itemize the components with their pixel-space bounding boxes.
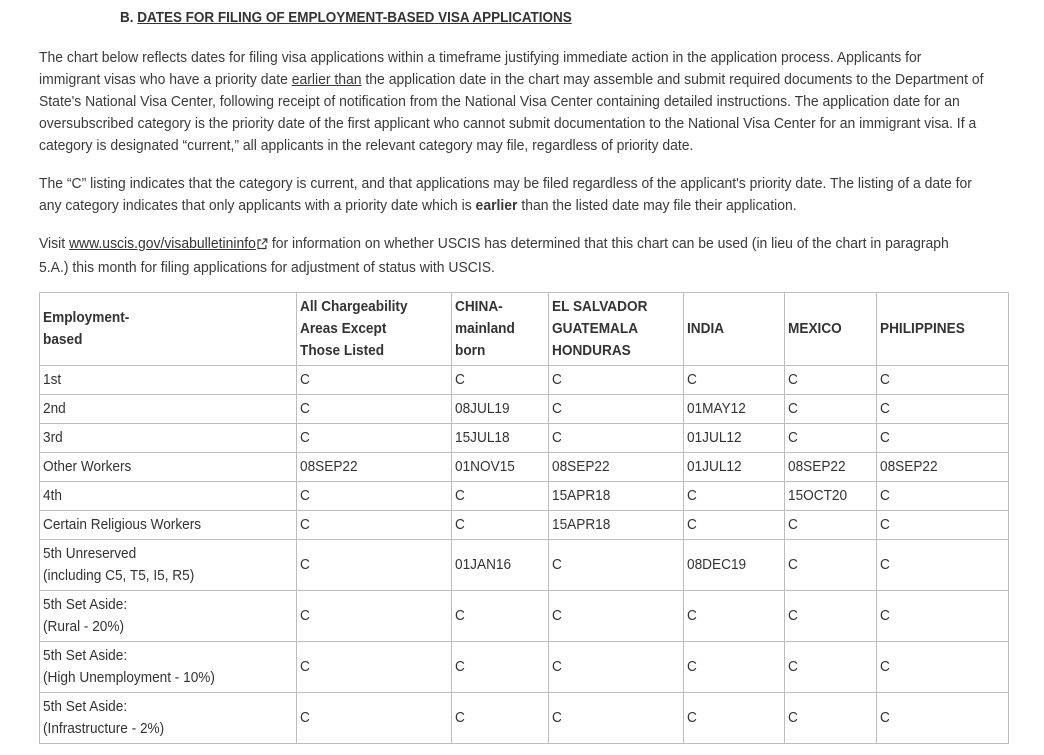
table-cell xyxy=(785,540,877,591)
category-label-line: 5th Unreserved xyxy=(43,546,137,562)
cell-value: 08SEP22 xyxy=(552,459,610,475)
table-cell xyxy=(877,540,1009,591)
cell-value: C xyxy=(880,401,890,417)
header-all-chargeability xyxy=(297,293,452,366)
cell-value: 08SEP22 xyxy=(788,459,846,475)
cell-value: C xyxy=(880,659,890,675)
cell-value: C xyxy=(788,608,798,624)
cell-value: C xyxy=(788,517,798,533)
table-cell xyxy=(785,693,877,744)
section-heading-title: DATES FOR FILING OF EMPLOYMENT-BASED VISA APPLICATIONS xyxy=(137,10,572,26)
table-cell xyxy=(785,395,877,424)
table-cell xyxy=(684,540,785,591)
cell-value: C xyxy=(880,372,890,388)
row-category-label xyxy=(40,511,297,540)
table-cell xyxy=(549,642,684,693)
cell-value: C xyxy=(455,517,465,533)
table-cell xyxy=(877,424,1009,453)
section-heading xyxy=(120,10,572,26)
cell-value: C xyxy=(880,710,890,726)
category-label-line: (Rural - 20%) xyxy=(43,619,125,635)
table-cell xyxy=(549,511,684,540)
table-cell xyxy=(684,453,785,482)
table-cell xyxy=(684,424,785,453)
table-cell xyxy=(297,453,452,482)
c-listing-line-2-end: than the listed date may file their application. xyxy=(517,197,797,214)
table-cell xyxy=(452,453,549,482)
row-category-label xyxy=(40,395,297,424)
category-label-line: 5th Set Aside: xyxy=(43,648,128,664)
cell-value: C xyxy=(687,710,697,726)
cell-value: C xyxy=(300,372,310,388)
table-cell xyxy=(877,395,1009,424)
table-row xyxy=(40,511,1009,540)
cell-value: C xyxy=(455,488,465,504)
cell-value: C xyxy=(300,401,310,417)
header-el-salvador-guatemala-honduras xyxy=(549,293,684,366)
header-employment-based xyxy=(40,293,297,366)
header-line: HONDURAS xyxy=(552,343,631,359)
table-cell xyxy=(297,693,452,744)
table-cell xyxy=(877,511,1009,540)
cell-value: C xyxy=(687,659,697,675)
table-cell xyxy=(785,482,877,511)
table-cell xyxy=(452,693,549,744)
category-label-line: 5th Set Aside: xyxy=(43,597,128,613)
table-cell xyxy=(684,366,785,395)
table-cell xyxy=(297,540,452,591)
cell-value: 15JUL18 xyxy=(455,430,510,446)
cell-value: 15APR18 xyxy=(552,488,611,504)
table-row xyxy=(40,424,1009,453)
cell-value: C xyxy=(552,372,562,388)
cell-value: C xyxy=(455,659,465,675)
cell-value: 01JAN16 xyxy=(455,557,512,573)
header-india xyxy=(684,293,785,366)
cell-value: C xyxy=(300,710,310,726)
table-cell xyxy=(684,642,785,693)
table-row xyxy=(40,453,1009,482)
header-philippines xyxy=(877,293,1009,366)
table-row xyxy=(40,366,1009,395)
cell-value: C xyxy=(552,710,562,726)
table-cell xyxy=(684,395,785,424)
cell-value: 15APR18 xyxy=(552,517,611,533)
row-category-label xyxy=(40,453,297,482)
table-cell xyxy=(452,511,549,540)
row-category-label xyxy=(40,366,297,395)
cell-value: C xyxy=(300,430,310,446)
c-listing-line-1: The “C” listing indicates that the category is current, and that applications may be filed regardless of the applicant's priority date. The listing of a date for xyxy=(39,175,972,192)
cell-value: 01MAY12 xyxy=(687,401,746,417)
cell-value: 01JUL12 xyxy=(687,430,742,446)
cell-value: C xyxy=(880,488,890,504)
header-line: PHILIPPINES xyxy=(880,321,965,337)
cell-value: C xyxy=(552,430,562,446)
header-line: INDIA xyxy=(687,321,725,337)
table-cell xyxy=(549,540,684,591)
header-line: Areas Except xyxy=(300,321,387,337)
cell-value: 08JUL19 xyxy=(455,401,510,417)
table-cell xyxy=(549,366,684,395)
visit-text: Visit xyxy=(39,235,69,252)
table-row xyxy=(40,642,1009,693)
header-china xyxy=(452,293,549,366)
cell-value: C xyxy=(300,488,310,504)
row-category-label xyxy=(40,591,297,642)
category-label-line: (Infrastructure - 2%) xyxy=(43,721,165,737)
category-label-line: 5th Set Aside: xyxy=(43,699,128,715)
cell-value: 08DEC19 xyxy=(687,557,747,573)
cell-value: 08SEP22 xyxy=(300,459,358,475)
c-listing-line-2 xyxy=(39,195,960,217)
intro-line-2 xyxy=(39,69,984,91)
cell-value: C xyxy=(687,608,697,624)
category-label-line: 3rd xyxy=(43,430,63,446)
table-cell xyxy=(297,424,452,453)
external-link-icon[interactable] xyxy=(257,235,268,257)
row-category-label xyxy=(40,693,297,744)
table-cell xyxy=(297,591,452,642)
table-cell xyxy=(785,511,877,540)
header-mexico xyxy=(785,293,877,366)
table-cell xyxy=(549,693,684,744)
uscis-visa-bulletin-link[interactable]: www.uscis.gov/visabulletininfo xyxy=(68,235,256,252)
cell-value: C xyxy=(300,517,310,533)
header-line: born xyxy=(455,343,486,359)
dates-for-filing-table xyxy=(39,292,1009,744)
table-cell xyxy=(452,540,549,591)
table-cell xyxy=(684,693,785,744)
table-cell xyxy=(877,482,1009,511)
table-cell xyxy=(684,482,785,511)
uscis-line-1 xyxy=(39,233,960,257)
cell-value: C xyxy=(455,372,465,388)
cell-value: C xyxy=(687,488,697,504)
table-cell xyxy=(297,366,452,395)
uscis-paragraph xyxy=(39,233,960,279)
header-line: EL SALVADOR xyxy=(552,299,648,315)
header-line: mainland xyxy=(455,321,515,337)
header-line: GUATEMALA xyxy=(552,321,639,337)
cell-value: C xyxy=(300,608,310,624)
category-label-line: (including C5, T5, I5, R5) xyxy=(43,568,195,584)
cell-value: C xyxy=(552,659,562,675)
table-row xyxy=(40,591,1009,642)
cell-value: 15OCT20 xyxy=(788,488,848,504)
table-row xyxy=(40,693,1009,744)
uscis-line-2: 5.A.) this month for filing applications for adjustment of status with USCIS. xyxy=(39,259,495,276)
cell-value: C xyxy=(880,517,890,533)
cell-value: C xyxy=(880,430,890,446)
header-line: Those Listed xyxy=(300,343,385,359)
table-cell xyxy=(297,511,452,540)
category-label-line: 1st xyxy=(43,372,62,388)
intro-line-2-end: the application date in the chart may assemble and submit required documents to the Department of xyxy=(361,71,984,88)
cell-value: C xyxy=(455,710,465,726)
row-category-label xyxy=(40,642,297,693)
cell-value: C xyxy=(455,608,465,624)
table-cell xyxy=(549,395,684,424)
table-cell xyxy=(452,482,549,511)
cell-value: C xyxy=(687,372,697,388)
table-cell xyxy=(877,693,1009,744)
table-cell xyxy=(785,424,877,453)
header-line: MEXICO xyxy=(788,321,842,337)
cell-value: C xyxy=(552,401,562,417)
table-cell xyxy=(684,511,785,540)
table-cell xyxy=(785,366,877,395)
cell-value: 01JUL12 xyxy=(687,459,742,475)
intro-line-2-start: immigrant visas who have a priority date xyxy=(39,71,292,88)
intro-line-1: The chart below reflects dates for filing visa applications within a timeframe justifying immediate action in the application process. Applicants for xyxy=(39,49,922,66)
intro-line-5: category is designated “current,” all applicants in the relevant category may file, regardless of priority date. xyxy=(39,137,694,154)
table-row xyxy=(40,482,1009,511)
c-listing-paragraph xyxy=(39,173,972,217)
earlier-bold-text: earlier xyxy=(475,197,518,214)
table-cell xyxy=(785,453,877,482)
cell-value: C xyxy=(788,430,798,446)
cell-value: C xyxy=(552,608,562,624)
table-cell xyxy=(549,482,684,511)
table-cell xyxy=(452,424,549,453)
header-line: Employment- xyxy=(43,310,130,326)
table-row xyxy=(40,540,1009,591)
cell-value: C xyxy=(788,557,798,573)
cell-value: C xyxy=(880,608,890,624)
table-cell xyxy=(297,482,452,511)
cell-value: C xyxy=(300,659,310,675)
category-label-line: 2nd xyxy=(43,401,66,417)
cell-value: 08SEP22 xyxy=(880,459,938,475)
category-label-line: (High Unemployment - 10%) xyxy=(43,670,215,686)
header-line: based xyxy=(43,332,83,348)
table-cell xyxy=(877,366,1009,395)
category-label-line: Other Workers xyxy=(43,459,132,475)
cell-value: C xyxy=(788,710,798,726)
table-cell xyxy=(452,395,549,424)
cell-value: C xyxy=(880,557,890,573)
cell-value: C xyxy=(788,401,798,417)
row-category-label xyxy=(40,424,297,453)
row-category-label xyxy=(40,540,297,591)
cell-value: C xyxy=(552,557,562,573)
intro-line-4: oversubscribed category is the priority date of the first applicant who cannot submit documentation to the National Visa Center for an immigrant visa. If a xyxy=(39,115,977,132)
table-cell xyxy=(785,591,877,642)
header-line: All Chargeability xyxy=(300,299,408,315)
table-body xyxy=(40,366,1009,744)
table-cell xyxy=(785,642,877,693)
row-category-label xyxy=(40,482,297,511)
table-cell xyxy=(877,453,1009,482)
table-cell xyxy=(549,453,684,482)
cell-value: C xyxy=(788,372,798,388)
table-cell xyxy=(452,366,549,395)
table-cell xyxy=(549,591,684,642)
c-listing-line-2-start: any category indicates that only applicants with a priority date which is xyxy=(39,197,476,214)
category-label-line: 4th xyxy=(43,488,62,504)
table-cell xyxy=(684,591,785,642)
table-cell xyxy=(452,642,549,693)
category-label-line: Certain Religious Workers xyxy=(43,517,202,533)
table-cell xyxy=(297,642,452,693)
cell-value: C xyxy=(788,659,798,675)
table-cell xyxy=(877,591,1009,642)
earlier-than-text: earlier than xyxy=(291,71,362,88)
uscis-line-1-rest: for information on whether USCIS has determined that this chart can be used (in lieu of the chart in paragraph xyxy=(267,235,949,252)
table-header-row xyxy=(40,293,1009,366)
table-cell xyxy=(297,395,452,424)
table-row xyxy=(40,395,1009,424)
intro-line-3: State's National Visa Center, following receipt of notification from the National Visa Center containing detailed instructions. The application date for an xyxy=(39,93,960,110)
section-heading-prefix: B. xyxy=(120,10,138,26)
header-line: CHINA- xyxy=(455,299,503,315)
table-cell xyxy=(549,424,684,453)
table-cell xyxy=(452,591,549,642)
intro-paragraph xyxy=(39,47,984,157)
cell-value: C xyxy=(300,557,310,573)
cell-value: 01NOV15 xyxy=(455,459,515,475)
table-cell xyxy=(877,642,1009,693)
cell-value: C xyxy=(687,517,697,533)
